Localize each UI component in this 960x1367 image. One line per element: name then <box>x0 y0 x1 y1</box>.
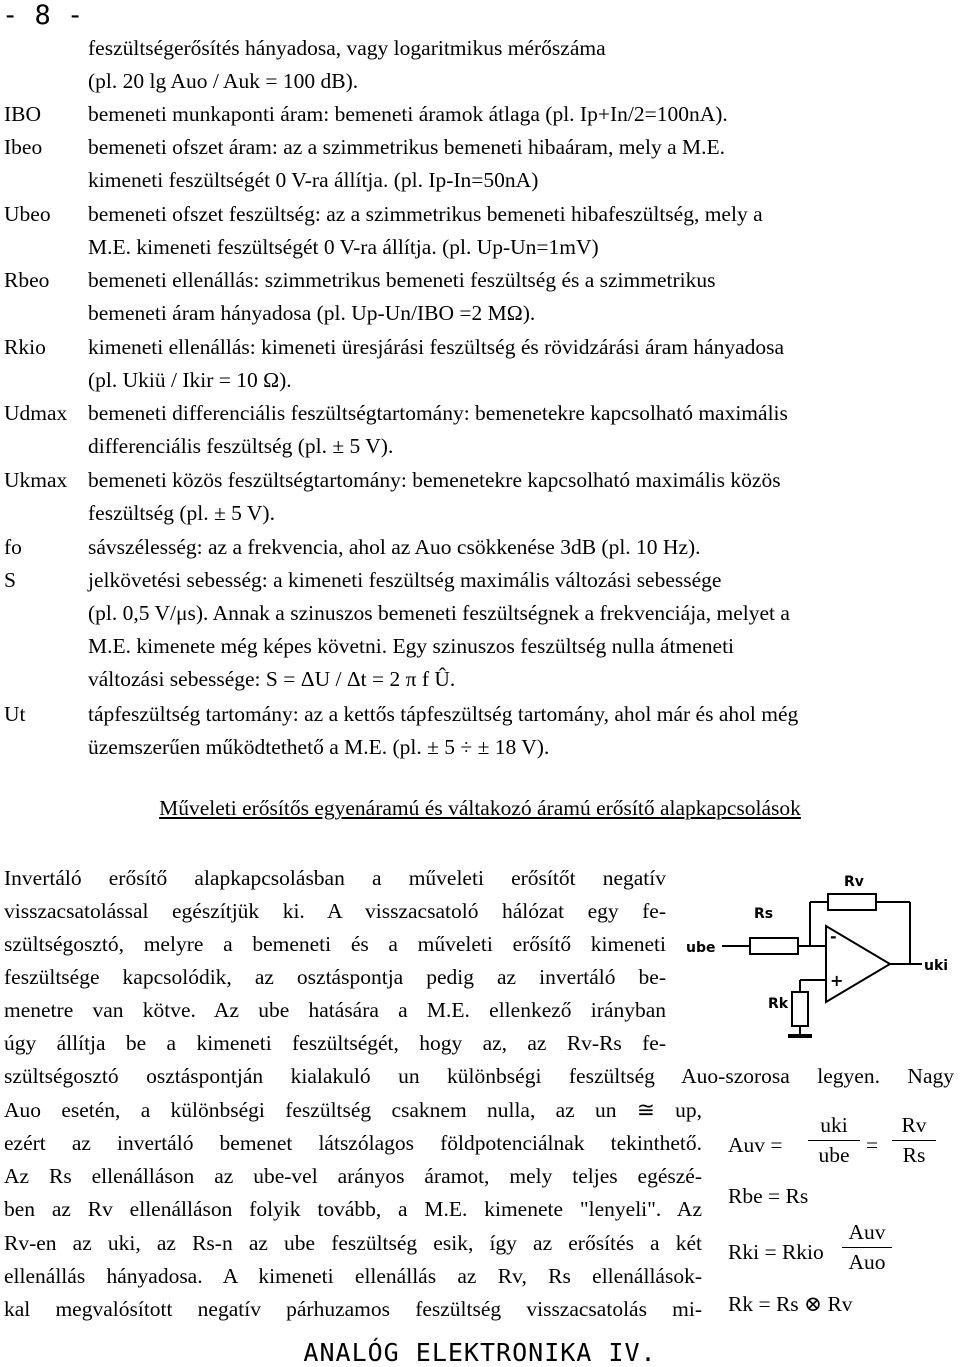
definition-term: Ukmax <box>4 468 68 492</box>
body-line: feszültsége kapcsolódik, az osztáspontja pedig az invertáló be- <box>4 965 666 989</box>
definition-line: bemeneti ofszet áram: az a szimmetrikus bemeneti hibaáram, mely a M.E. <box>88 135 725 159</box>
body-line: Az Rs ellenálláson az ube-vel arányos áramot, mely teljes egészé- <box>4 1164 702 1188</box>
ube-label: ube <box>686 940 716 956</box>
definition-line: (pl. 0,5 V/μs). Annak a szinuszos bemeneti feszültségnek a frekvenciája, melyet a <box>88 601 790 625</box>
minus-sign: - <box>830 927 837 946</box>
plus-sign: + <box>830 971 844 990</box>
definition-term: Rkio <box>4 335 46 359</box>
body-line: szültségosztó, melyre a bemeneti és a műveleti erősítő kimeneti <box>4 932 666 956</box>
rki-lhs: Rki = Rkio <box>728 1240 824 1264</box>
rv-label: Rv <box>844 874 864 890</box>
definition-line: sávszélesség: az a frekvencia, ahol az Auo csökkenése 3dB (pl. 10 Hz). <box>88 535 701 559</box>
body-line: úgy állítja be a kimeneti feszültségét, hogy az, az Rv-Rs fe- <box>4 1031 666 1055</box>
definition-line: (pl. 20 lg Auo / Auk = 100 dB). <box>88 69 359 93</box>
uki-label: uki <box>924 958 949 974</box>
definition-term: IBO <box>4 102 42 126</box>
body-line: visszacsatolással egészítjük ki. A visszacsatoló hálózat egy fe- <box>4 899 666 923</box>
rv-resistor <box>828 894 876 910</box>
auv-fraction-1 <box>808 1113 860 1168</box>
page-footer: ANALÓG ELEKTRONIKA IV. <box>303 1338 657 1367</box>
rki-fraction <box>842 1220 892 1275</box>
rs-label: Rs <box>754 906 774 922</box>
rs-resistor <box>750 938 798 954</box>
body-line: Rv-en az uki, az Rs-n az ube feszültség esik, így az erősítés a két <box>4 1231 702 1255</box>
definition-line: üzemszerűen működtethető a M.E. (pl. ± 5 ÷ ± 18 V). <box>88 735 550 759</box>
definition-line: bemeneti közös feszültségtartomány: bemenetekre kapcsolható maximális közös <box>88 468 781 492</box>
definition-line: bemeneti áram hányadosa (pl. Up-Un/IBO =2 MΩ). <box>88 301 536 325</box>
body-line: szültségosztó osztáspontján kialakuló un különbségi feszültség Auo-szorosa legyen. Nagy <box>4 1064 954 1088</box>
definition-term: Ubeo <box>4 202 51 226</box>
definition-line: bemeneti ellenállás: szimmetrikus bemeneti feszültség és a szimmetrikus <box>88 268 716 292</box>
rki-denominator: Auo <box>848 1250 886 1274</box>
rbe-equation: Rbe = Rs <box>728 1184 809 1208</box>
definition-line: változási sebessége: S = ΔU / Δt = 2 π f Û. <box>88 667 456 691</box>
body-line: ezért az invertáló bemenet látszólagos földpotenciálnak tekinthető. <box>4 1131 702 1155</box>
rk-resistor <box>792 992 808 1026</box>
body-line: Invertáló erősítő alapkapcsolásban a műveleti erősítőt negatív <box>4 866 666 890</box>
rk-equation: Rk = Rs ⊗ Rv <box>728 1292 853 1316</box>
auv-numerator-1: uki <box>820 1113 848 1137</box>
definition-line: feszültségerősítés hányadosa, vagy logaritmikus mérőszáma <box>88 36 606 60</box>
body-line: Auo esetén, a különbségi feszültség csaknem nulla, az un ≅ up, <box>4 1098 702 1122</box>
auv-denominator-2: Rs <box>902 1143 926 1167</box>
rk-label: Rk <box>768 996 789 1012</box>
body-line: kal megvalósított negatív párhuzamos feszültség visszacsatolás mi- <box>4 1297 702 1321</box>
definition-line: jelkövetési sebesség: a kimeneti feszültség maximális változási sebessége <box>88 568 722 592</box>
definition-line: kimeneti feszültségét 0 V-ra állítja. (pl. Ip-In=50nA) <box>88 168 539 192</box>
body-line: menetre van kötve. Az ube hatására a M.E. ellenkező irányban <box>4 998 666 1022</box>
definition-line: kimeneti ellenállás: kimeneti üresjárási feszültség és rövidzárási áram hányadosa <box>88 335 785 359</box>
definition-term: Ibeo <box>4 135 43 159</box>
auv-numerator-2: Rv <box>901 1113 927 1137</box>
definition-term: Ut <box>4 702 26 726</box>
definition-term: Udmax <box>4 401 68 425</box>
body-line: ellenállás hányadosa. A kimeneti ellenállás az Rv, Rs ellenállások- <box>4 1264 702 1288</box>
definition-line: feszültség (pl. ± 5 V). <box>88 501 275 525</box>
auv-fraction-2 <box>892 1113 936 1168</box>
page-number: - 8 - <box>2 0 84 31</box>
definition-line: M.E. kimenete még képes követni. Egy szinuszos feszültség nulla átmeneti <box>88 634 735 658</box>
body-line: ben az Rv ellenálláson folyik tovább, a M.E. kimenete "lenyeli". Az <box>4 1197 702 1221</box>
definition-term: S <box>4 568 16 592</box>
definition-line: bemeneti munkaponti áram: bemeneti áramok átlaga (pl. Ip+In/2=100nA). <box>88 102 728 126</box>
definition-line: differenciális feszültség (pl. ± 5 V). <box>88 434 394 458</box>
auv-equals: = <box>866 1133 879 1157</box>
definition-term: Rbeo <box>4 268 50 292</box>
definition-line: M.E. kimeneti feszültségét 0 V-ra állítja. (pl. Up-Un=1mV) <box>88 235 599 259</box>
rki-numerator: Auv <box>848 1220 886 1244</box>
auv-lhs: Auv = <box>728 1133 783 1157</box>
definition-line: bemeneti ofszet feszültség: az a szimmetrikus bemeneti hibafeszültség, mely a <box>88 202 763 226</box>
definition-line: tápfeszültség tartomány: az a kettős tápfeszültség tartomány, ahol már és ahol még <box>88 702 799 726</box>
definition-line: (pl. Ukiü / Ikir = 10 Ω). <box>88 368 292 392</box>
inverting-amplifier-circuit <box>680 860 960 1050</box>
auv-denominator-1: ube <box>818 1143 850 1167</box>
section-title: Műveleti erősítős egyenáramú és váltakozó áramú erősítő alapkapcsolások <box>159 796 801 820</box>
definition-term: fo <box>4 535 22 559</box>
definition-line: bemeneti differenciális feszültségtartomány: bemenetekre kapcsolható maximális <box>88 401 788 425</box>
